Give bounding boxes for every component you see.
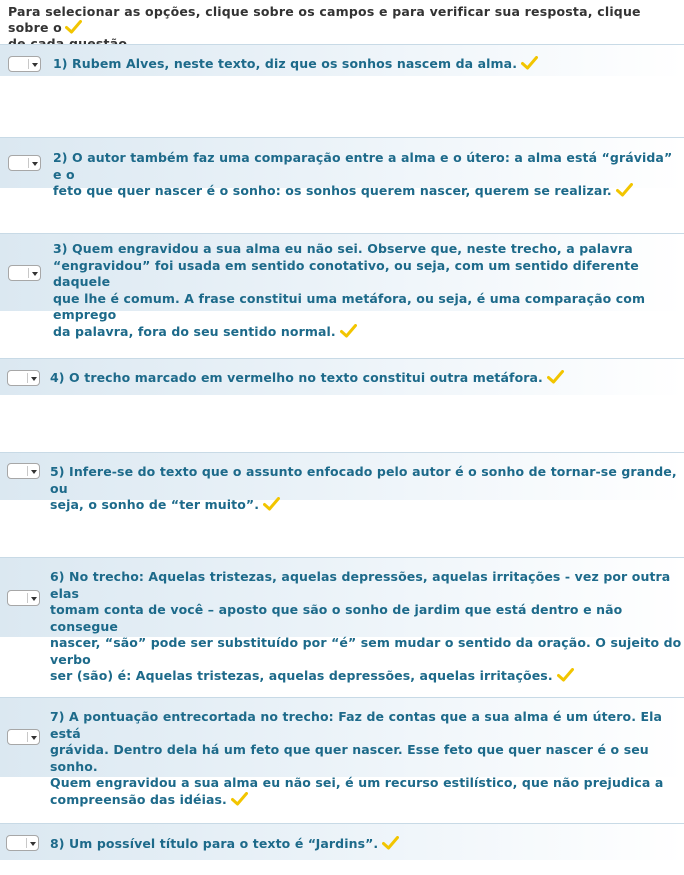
dropdown-arrow-icon <box>31 736 37 740</box>
answer-select-8[interactable] <box>6 835 39 851</box>
question-text: 1) Rubem Alves, neste texto, diz que os sonhos nascem da alma. <box>53 56 673 73</box>
answer-select-2[interactable] <box>8 155 41 171</box>
dropdown-arrow-icon <box>32 162 38 166</box>
question-6 <box>0 557 684 683</box>
question-4 <box>0 358 684 395</box>
answer-select-7[interactable] <box>7 729 40 745</box>
question-7 <box>0 697 684 807</box>
question-5 <box>0 452 684 512</box>
instructions-line-1: Para selecionar as opções, clique sobre os campos e para verificar sua resposta, clique sobre o <box>8 4 641 35</box>
check-answer-button[interactable] <box>231 792 248 806</box>
question-1 <box>0 44 684 76</box>
question-text: 7) A pontuação entrecortada no trecho: Faz de contas que a sua alma é um útero. Ela está grávida. Dentro dela há um feto que quer nascer. Esse feto que quer nascer é o seu sonho. Quem engravidou a sua alma eu não sei, é um recurso estilístico, que não prejudica a compreensão das idéias. <box>50 709 664 807</box>
check-answer-button[interactable] <box>382 836 399 850</box>
answer-select-5[interactable] <box>7 463 40 479</box>
check-answer-button[interactable] <box>340 324 357 338</box>
question-2 <box>0 137 684 198</box>
dropdown-arrow-icon <box>32 272 38 276</box>
question-8 <box>0 823 684 860</box>
check-answer-button[interactable] <box>263 497 280 511</box>
answer-select-4[interactable] <box>7 370 40 386</box>
question-text: 3) Quem engravidou a sua alma eu não sei. Observe que, neste trecho, a palavra “engravidou” foi usada em sentido conotativo, ou seja, com um sentido diferente daquele que lhe é comum. A frase constitui uma metáfora, ou seja, é uma comparação com emprego da palavra, fora do seu sentido normal. <box>53 241 646 339</box>
question-3 <box>0 233 684 339</box>
check-answer-button[interactable] <box>547 370 564 384</box>
answer-select-3[interactable] <box>8 265 41 281</box>
question-text: 5) Infere-se do texto que o assunto enfocado pelo autor é o sonho de tornar-se grande, ou seja, o sonho de “ter muito”. <box>50 464 677 512</box>
question-text: 4) O trecho marcado em vermelho no texto constitui outra metáfora. <box>50 370 670 387</box>
check-answer-button[interactable] <box>557 668 574 682</box>
check-answer-button[interactable] <box>616 183 633 197</box>
answer-select-6[interactable] <box>7 590 40 606</box>
answer-select-1[interactable] <box>8 56 41 72</box>
question-text: 2) O autor também faz uma comparação entre a alma e o útero: a alma está “grávida” e o feto que quer nascer é o sonho: os sonhos querem nascer, querem se realizar. <box>53 150 673 198</box>
checkmark-icon <box>65 20 82 34</box>
dropdown-arrow-icon <box>31 597 37 601</box>
dropdown-arrow-icon <box>31 470 37 474</box>
dropdown-arrow-icon <box>32 63 38 67</box>
question-text: 8) Um possível título para o texto é “Jardins”. <box>50 836 670 853</box>
dropdown-arrow-icon <box>31 377 37 381</box>
dropdown-arrow-icon <box>30 842 36 846</box>
check-answer-button[interactable] <box>521 56 538 70</box>
question-text: 6) No trecho: Aquelas tristezas, aquelas depressões, aquelas irritações - vez por outra elas tomam conta de você – aposto que são o sonho de jardim que está dentro e não consegue nascer, “são” pode ser substituído por “é” sem mudar o sentido da oração. O sujeito do verbo ser (são) é: Aquelas tristezas, aquelas depressões, aquelas irritações. <box>50 569 682 683</box>
